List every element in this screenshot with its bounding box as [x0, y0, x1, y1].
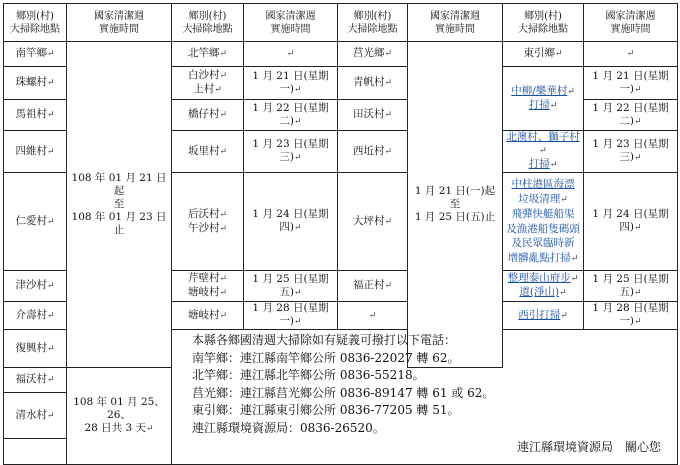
- village-cell: 后沃村↵ 午沙村↵: [172, 173, 244, 271]
- village-cell: 塘岐村↵: [172, 302, 244, 330]
- notice-line: 北竿鄉：連江縣北竿鄉公所 0836-55218。: [192, 368, 425, 382]
- date-cell: ↵: [584, 42, 678, 67]
- period-header: 國家清潔週 實施時間: [244, 4, 338, 42]
- village-cell: ↵: [338, 302, 408, 330]
- village-cell: 南竿鄉↵: [4, 42, 67, 67]
- village-cell: 介壽村↵: [4, 302, 67, 330]
- table-row: [4, 42, 678, 67]
- village-cell: 青帆村↵: [338, 67, 408, 100]
- contact-notice: [172, 330, 678, 465]
- village-cell: 復興村↵: [4, 330, 67, 368]
- village-cell: 馬祖村↵: [4, 100, 67, 131]
- village-header: 鄉別(村) 大掃除地點: [4, 4, 67, 42]
- date-cell: 1 月 28 日(星期一)↵: [584, 302, 678, 330]
- notice-signature: 連江縣環境資源局 關心您: [516, 440, 661, 454]
- date-cell: 1 月 25 日(星期五)↵: [584, 271, 678, 302]
- village-cell: 清水村↵: [4, 393, 67, 439]
- date-cell: 1 月 22 日(星期二)↵: [244, 100, 338, 131]
- village-cell: 莒光鄉↵: [338, 42, 408, 67]
- village-cell: 福沃村↵: [4, 368, 67, 393]
- date-cell: 1 月 21 日(星期一)↵: [584, 67, 678, 100]
- notice-line: 連江縣環境資源局：0836-26520。: [192, 420, 385, 435]
- village-cell: 橋仔村↵: [172, 100, 244, 131]
- village-cell: 中柱港區海漂 垃圾清理↵ 飛彈快艇船渠 及漁港船隻碼頭 及民眾臨時新 增髒亂點打掃↵: [503, 173, 584, 271]
- village-cell: 四維村↵: [4, 131, 67, 173]
- village-header: 鄉別(村) 大掃除地點: [338, 4, 408, 42]
- group1-period: 108 年 01 月 21 日起 至 108 年 01 月 23 日止: [67, 42, 172, 368]
- group3-period: 1 月 21 日(一)起 至 1 月 25 日(五)止: [408, 42, 503, 368]
- village-header: 鄉別(村) 大掃除地點: [172, 4, 244, 42]
- village-cell: 北竿鄉↵: [172, 42, 244, 67]
- village-cell: [4, 439, 67, 465]
- period-header: 國家清潔週 實施時間: [408, 4, 503, 42]
- date-cell: 1 月 28 日(星期一)↵: [244, 302, 338, 330]
- village-cell: 大坪村↵: [338, 173, 408, 271]
- extra-period: 108 年 01 月 25、26、 28 日共 3 天↵: [67, 368, 172, 465]
- village-cell: 東引鄉↵: [503, 42, 584, 67]
- date-cell: 1 月 24 日(星期四)↵: [244, 173, 338, 271]
- village-cell: 整理泰山府步↵ 道(淨山)↵: [503, 271, 584, 302]
- village-cell: 田沃村↵: [338, 100, 408, 131]
- village-header: 鄉別(村) 大掃除地點: [503, 4, 584, 42]
- date-cell: 1 月 23 日(星期三)↵: [584, 131, 678, 173]
- notice-line: 東引鄉：連江縣東引鄉公所 0836-77205 轉 51。: [192, 403, 460, 417]
- notice-line: 本縣各鄉國清週大掃除如有疑義可撥打以下電話：: [192, 333, 457, 347]
- period-header: 國家清潔週 實施時間: [584, 4, 678, 42]
- date-cell: 1 月 23 日(星期三)↵: [244, 131, 338, 173]
- period-header: 國家清潔週 實施時間: [67, 4, 172, 42]
- date-cell: ↵: [244, 42, 338, 67]
- date-cell: 1 月 21 日(星期一)↵: [244, 67, 338, 100]
- village-cell: 西坵村↵: [338, 131, 408, 173]
- schedule-table: [3, 3, 678, 465]
- village-cell: 福正村↵: [338, 271, 408, 302]
- village-cell: 坂里村↵: [172, 131, 244, 173]
- header-row: [4, 4, 678, 42]
- notice-line: 莒光鄉：連江縣莒光鄉公所 0836-89147 轉 61 或 62。: [192, 385, 495, 400]
- village-cell: 津沙村↵: [4, 271, 67, 302]
- village-cell: 中柳/樂華村↵ 打掃↵: [503, 67, 584, 131]
- village-cell: 西引打掃↵: [503, 302, 584, 330]
- village-cell: 芹壁村↵ 塘岐村↵: [172, 271, 244, 302]
- village-cell: 白沙村↵ 上村↵: [172, 67, 244, 100]
- village-cell: 北澳村、獅子村↵ 打掃↵: [503, 131, 584, 173]
- village-cell: 珠螺村↵: [4, 67, 67, 100]
- date-cell: 1 月 25 日(星期五)↵: [244, 271, 338, 302]
- date-cell: 1 月 24 日(星期四)↵: [584, 173, 678, 271]
- date-cell: 1 月 22 日(星期二)↵: [584, 100, 678, 131]
- village-cell: 仁愛村↵: [4, 173, 67, 271]
- notice-line: 南竿鄉：連江縣南竿鄉公所 0836-22027 轉 62。: [192, 350, 460, 365]
